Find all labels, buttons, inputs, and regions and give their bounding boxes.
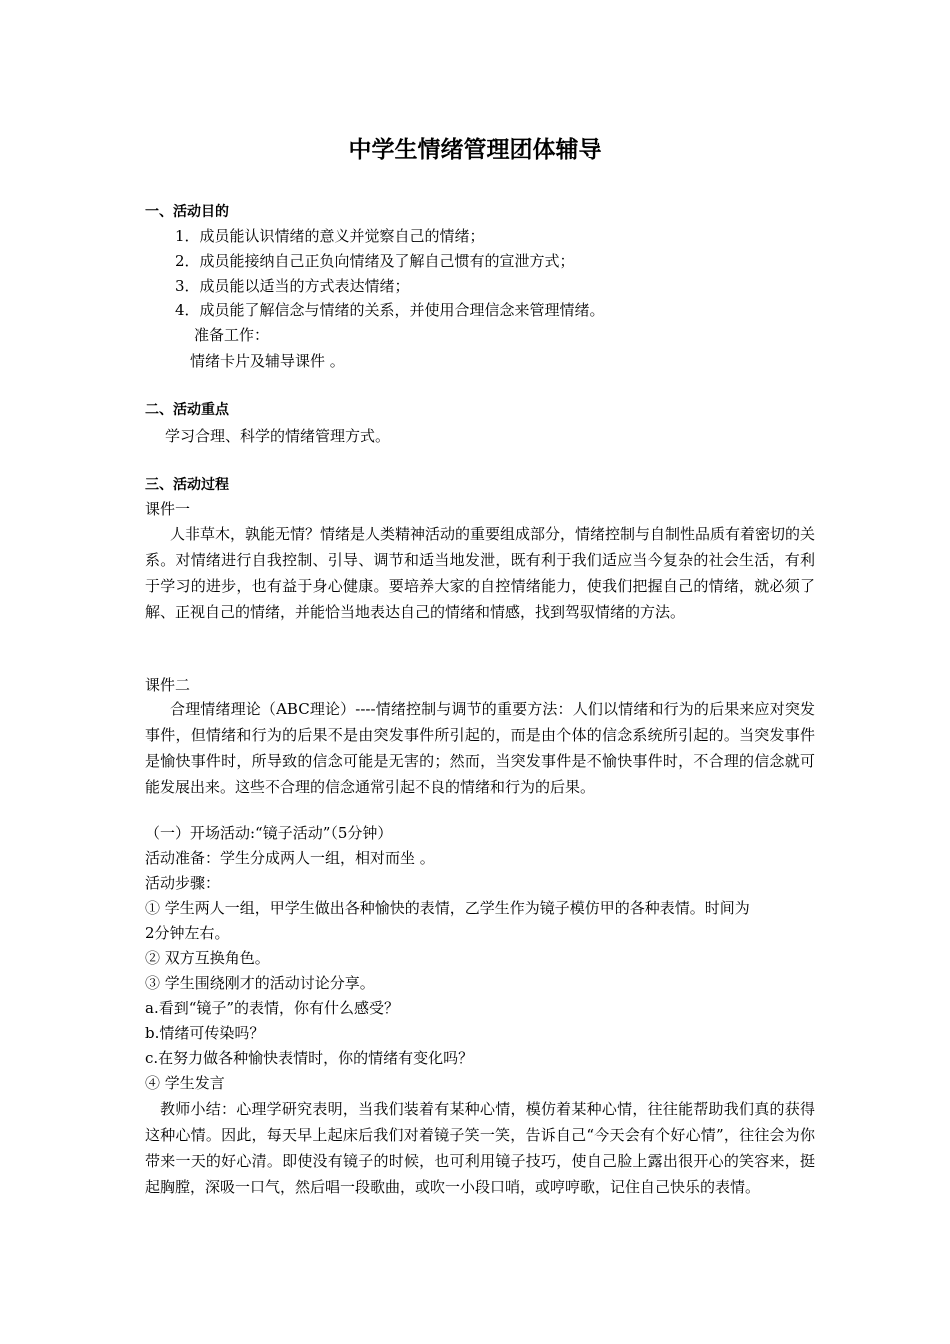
courseware2-paragraph: 合理情绪理论（ABC理论）----情绪控制与调节的重要方法：人们以情绪和行为的后果来应对突发事件，但情绪和行为的后果不是由突发事件所引起的，而是由个体的信念系统所引起的。当突发事件是愉快事件时，所导致的信念可能是无害的；然而，当突发事件是不愉快事件时，不合理的信念就可能发展出来。这些不合理的信念通常引起不良的情绪和行为的后果。 <box>145 700 815 796</box>
document-title: 中学生情绪管理团体辅导 <box>348 137 602 163</box>
question-a: a.看到“镜子”的表情，你有什么感受？ <box>145 999 400 1017</box>
section-heading-goals: 一、活动目的 <box>145 204 229 220</box>
goal-item: 4．成员能了解信念与情绪的关系，并使用合理信念来管理情绪。 <box>175 301 605 319</box>
teacher-summary: 教师小结：心理学研究表明，当我们装着有某种心情，模仿着某种心情，往往能帮助我们真的获得这种心情。因此，每天早上起床后我们对着镜子笑一笑，告诉自己“今天会有个好心情”，往往会为你带来一天的好心清。即使没有镜子的时候，也可利用镜子技巧，使自己脸上露出很开心的笑容来，挺起胸膛，深吸一口气，然后唱一段歌曲，或吹一小段口哨，或哼哼歌，记住自己快乐的表情。 <box>145 1100 815 1196</box>
prep-label: 准备工作： <box>194 326 270 344</box>
prep-text: 情绪卡片及辅导课件 。 <box>190 352 345 370</box>
activity-step-1: ① 学生两人一组，甲学生做出各种愉快的表情，乙学生作为镜子模仿甲的各种表情。时间为 <box>145 899 750 917</box>
activity-step-4: ④ 学生发言 <box>145 1074 225 1092</box>
goal-item: 1．成员能认识情绪的意义并觉察自己的情绪； <box>175 227 485 245</box>
activity-step-3: ③ 学生围绕刚才的活动讨论分享。 <box>145 974 375 992</box>
courseware2-label: 课件二 <box>145 676 191 694</box>
goal-item: 3．成员能以适当的方式表达情绪； <box>175 277 410 295</box>
section-heading-focus: 二、活动重点 <box>145 402 229 418</box>
section-heading-process: 三、活动过程 <box>145 477 229 493</box>
activity-prep: 活动准备：学生分成两人一组，相对而坐 。 <box>145 849 435 867</box>
courseware1-label: 课件一 <box>145 500 191 518</box>
activity-step-2: ② 双方互换角色。 <box>145 949 270 967</box>
focus-text: 学习合理、科学的情绪管理方式。 <box>165 427 391 445</box>
activity-title: （一）开场活动:“镜子活动”（5分钟） <box>145 824 393 842</box>
question-b: b.情绪可传染吗？ <box>145 1024 265 1042</box>
activity-steps-label: 活动步骤： <box>145 874 221 892</box>
courseware1-paragraph: 人非草木，孰能无情？情绪是人类精神活动的重要组成部分，情绪控制与自制性品质有着密切的关系。对情绪进行自我控制、引导、调节和适当地发泄，既有利于我们适应当今复杂的社会生活，有利于学习的进步，也有益于身心健康。要培养大家的自控情绪能力，使我们把握自己的情绪，就必须了解、正视自己的情绪，并能恰当地表达自己的情绪和情感，找到驾驭情绪的方法。 <box>145 525 816 621</box>
activity-step-1-cont: 2分钟左右。 <box>145 924 230 942</box>
question-c: c.在努力做各种愉快表情时，你的情绪有变化吗？ <box>145 1049 474 1067</box>
goal-item: 2．成员能接纳自己正负向情绪及了解自己惯有的宣泄方式； <box>175 252 575 270</box>
